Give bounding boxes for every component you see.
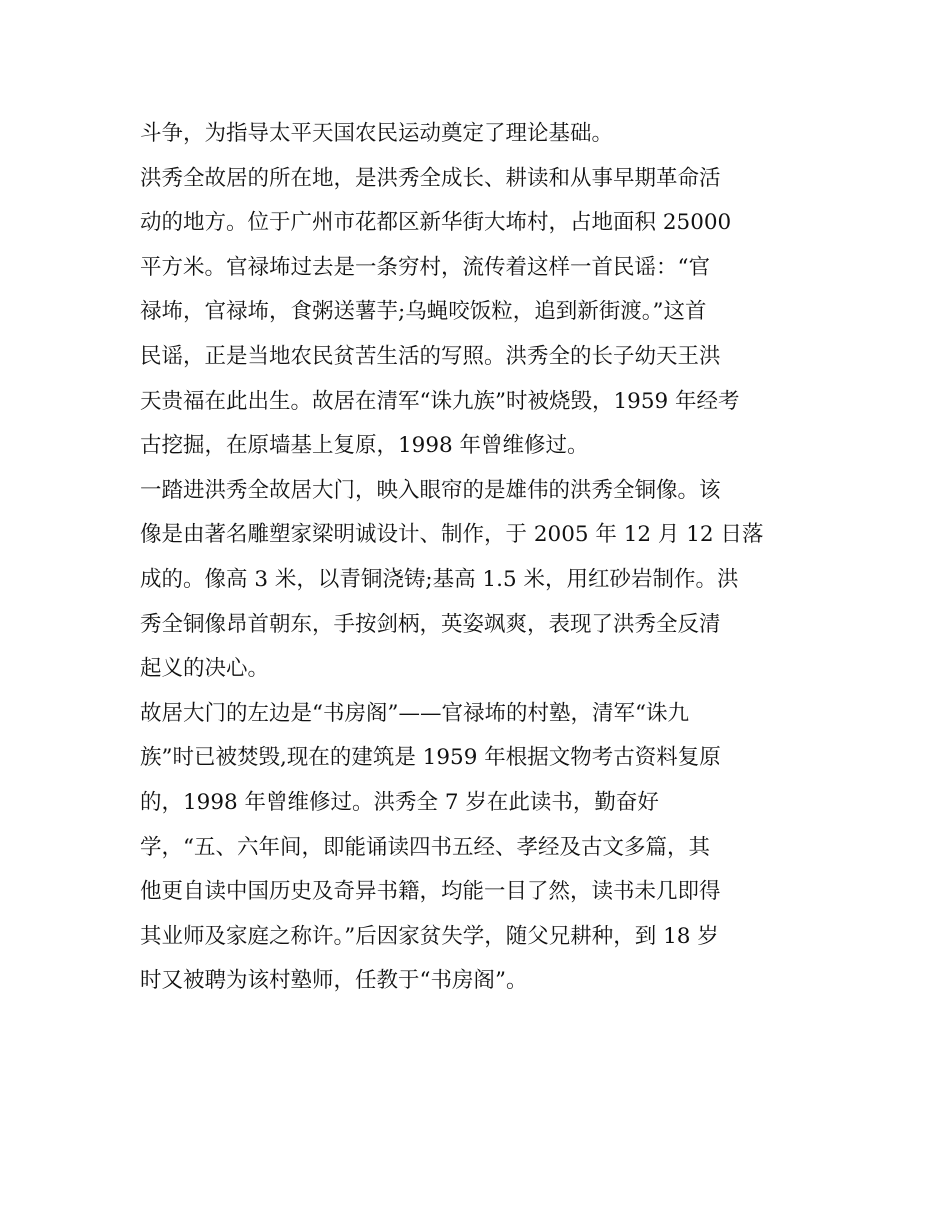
text-line: 起义的决心。 bbox=[140, 656, 270, 682]
text-line: 古挖掘，在原墙基上复原，1998 年曾维修过。 bbox=[140, 433, 589, 459]
text-line: 成的。像高 3 米，以青铜浇铸;基高 1.5 米，用红砂岩制作。洪 bbox=[140, 566, 739, 592]
text-line: 秀全铜像昂首朝东，手按剑柄，英姿飒爽，表现了洪秀全反清 bbox=[140, 611, 721, 637]
text-line: 斗争，为指导太平天国农民运动奠定了理论基础。 bbox=[140, 121, 614, 146]
text-line: 禄㘵，官禄㘵，食粥送薯芋;乌蝇咬饭粒，追到新街渡。”这首 bbox=[140, 299, 707, 325]
text-line: 的，1998 年曾维修过。洪秀全 7 岁在此读书，勤奋好 bbox=[140, 789, 659, 815]
text-line: 动的地方。位于广州市花都区新华街大㘵村，占地面积 25000 bbox=[140, 210, 732, 236]
text-line: 他更自读中国历史及奇异书籍，均能一目了然，读书未几即得 bbox=[140, 879, 721, 905]
text-line: 时又被聘为该村塾师，任教于“书房阁”。 bbox=[140, 968, 528, 994]
text-line: 平方米。官禄㘵过去是一条穷村，流传着这样一首民谣：“官 bbox=[140, 254, 710, 280]
text-line: 故居大门的左边是“书房阁”——官禄㘵的村塾，清军“诛九 bbox=[140, 700, 689, 726]
text-line: 族”时已被焚毁,现在的建筑是 1959 年根据文物考古资料复原 bbox=[140, 745, 721, 771]
text-line: 其业师及家庭之称许。”后因家贫失学，随父兄耕种，到 18 岁 bbox=[140, 923, 719, 949]
text-line: 学，“五、六年间，即能诵读四书五经、孝经及古文多篇，其 bbox=[140, 834, 710, 860]
text-line: 民谣，正是当地农民贫苦生活的写照。洪秀全的长子幼天王洪 bbox=[140, 343, 721, 369]
text-line: 天贵福在此出生。故居在清军“诛九族”时被烧毁，1959 年经考 bbox=[140, 388, 740, 414]
text-line: 像是由著名雕塑家梁明诚设计、制作，于 2005 年 12 月 12 日落 bbox=[140, 522, 764, 548]
text-line: 洪秀全故居的所在地，是洪秀全成长、耕读和从事早期革命活 bbox=[140, 165, 721, 191]
text-line: 一踏进洪秀全故居大门，映入眼帘的是雄伟的洪秀全铜像。该 bbox=[140, 477, 721, 503]
body-text bbox=[140, 112, 820, 1004]
